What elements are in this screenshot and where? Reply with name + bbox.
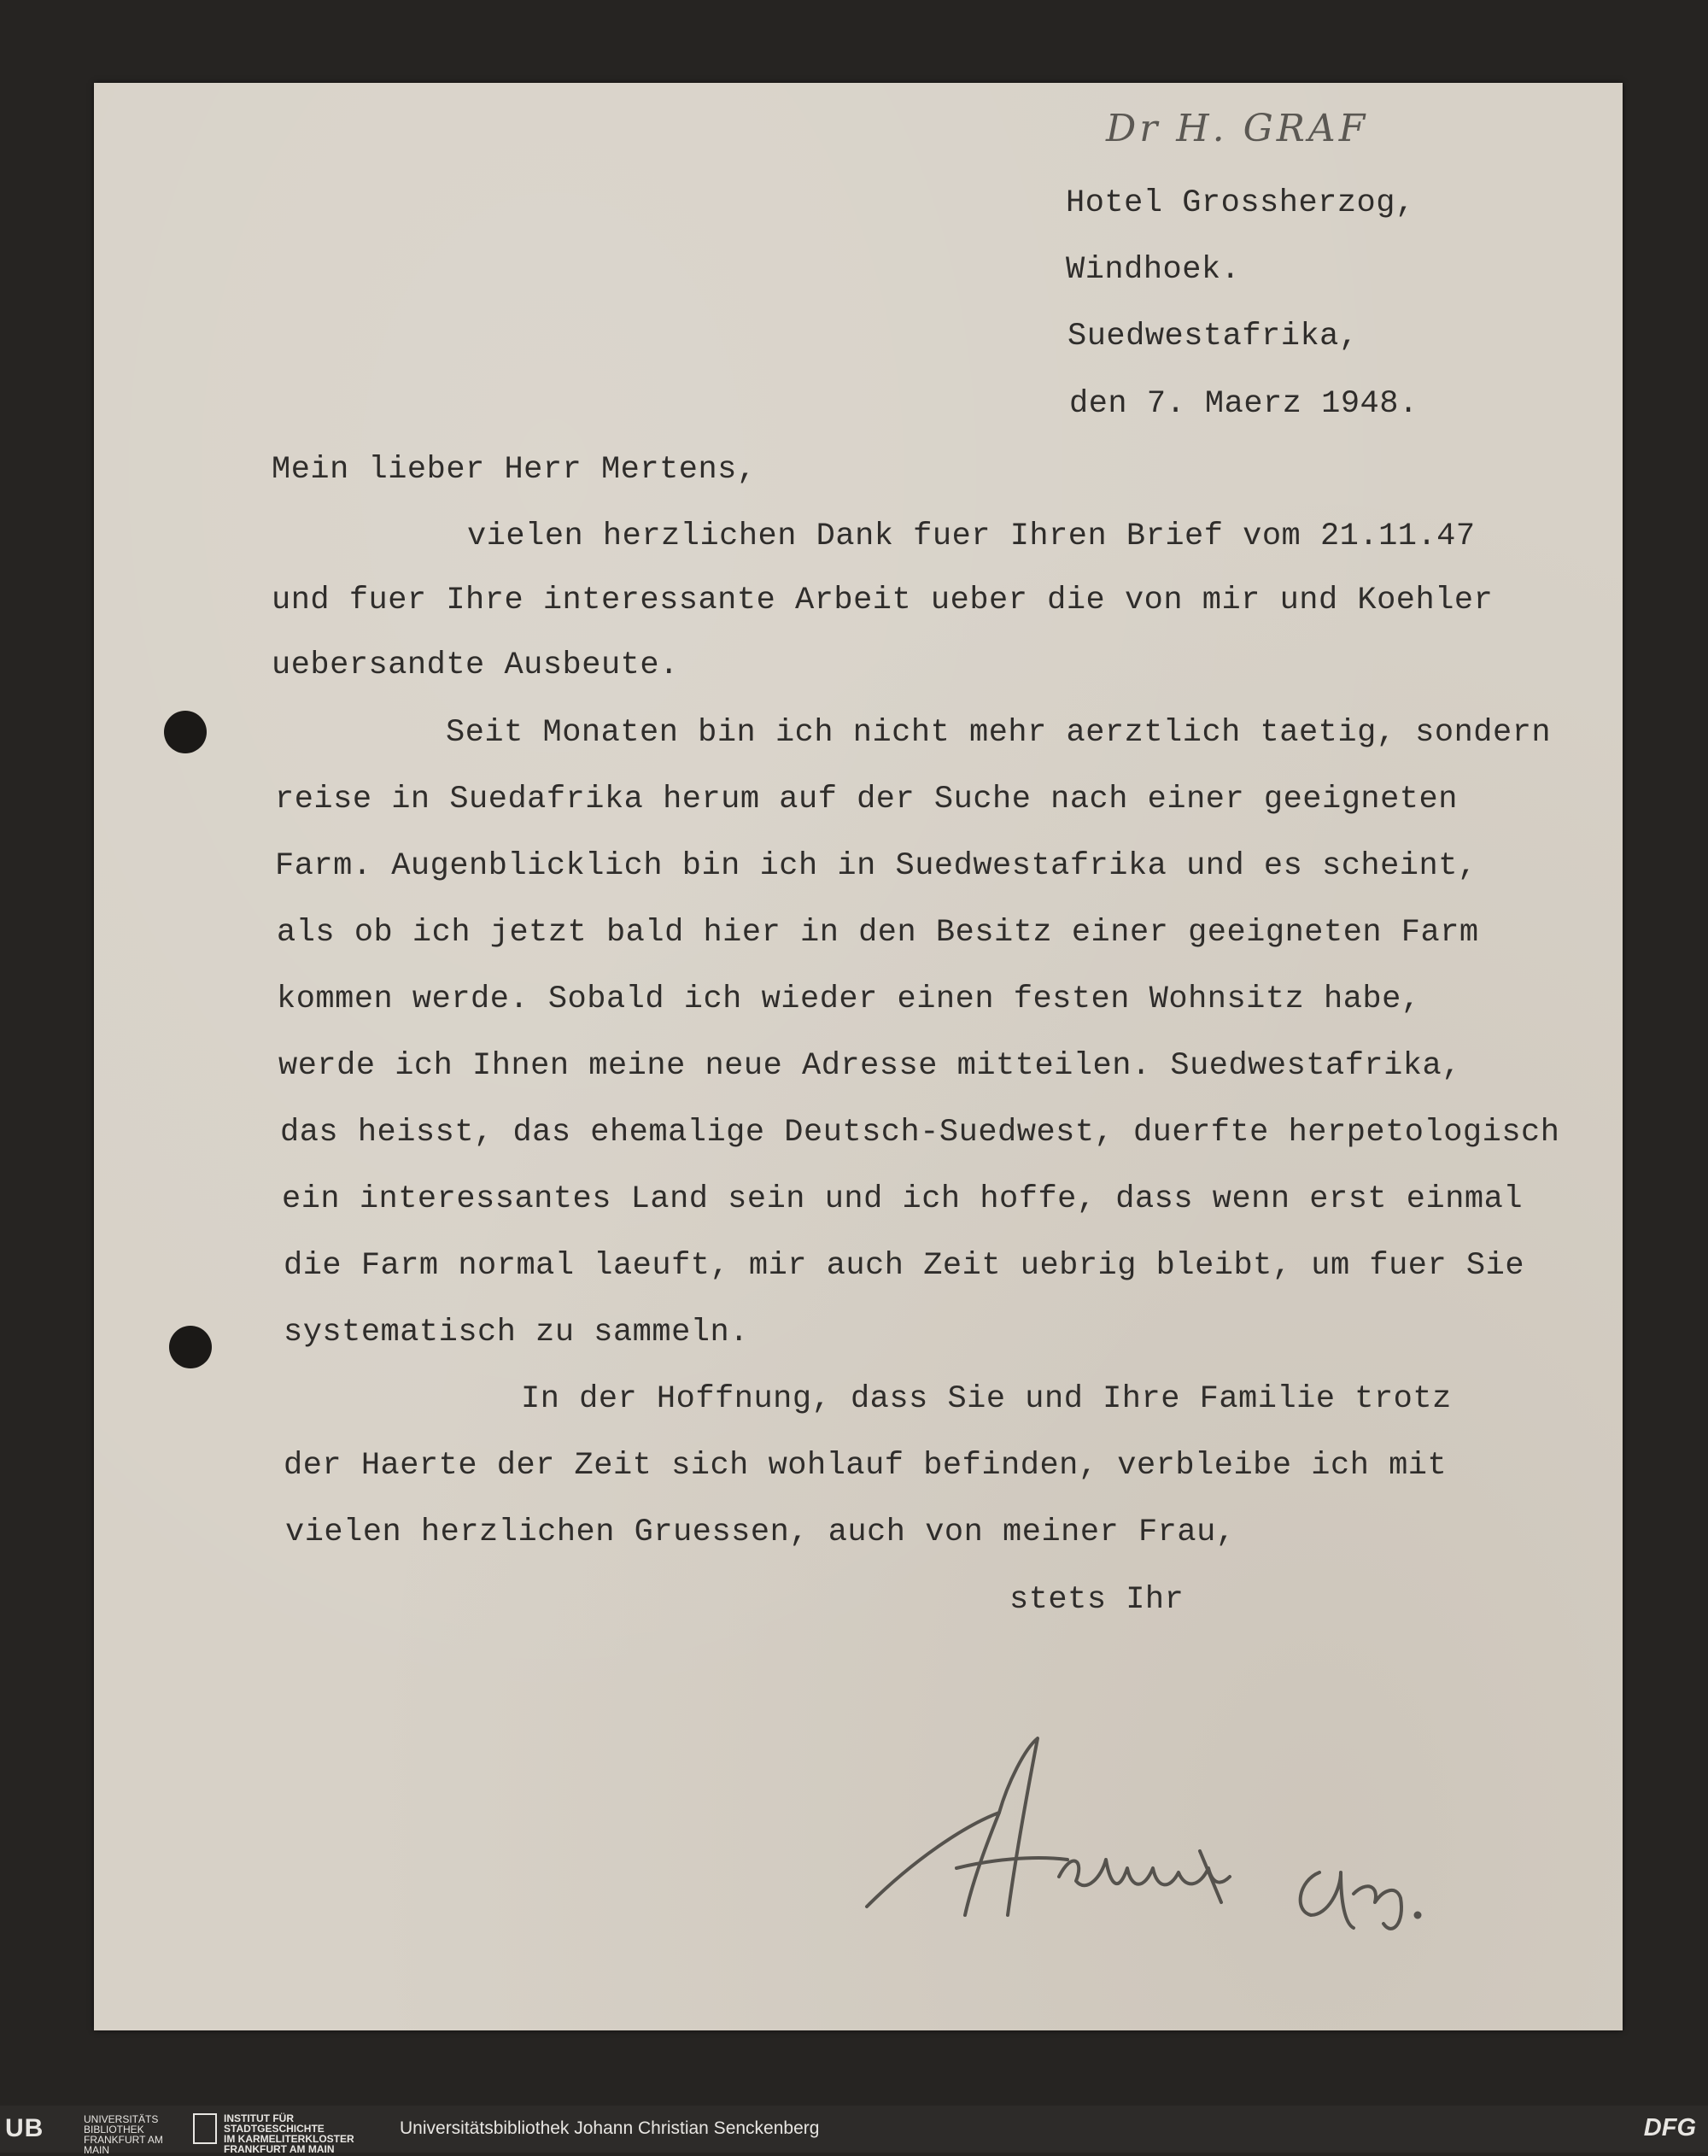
address-line: Windhoek.: [1066, 252, 1241, 288]
body-line: die Farm normal laeuft, mir auch Zeit uebrig bleibt, um fuer Sie: [284, 1248, 1525, 1284]
address-line: Suedwestafrika,: [1068, 319, 1359, 354]
body-line: das heisst, das ehemalige Deutsch-Suedwest, duerfte herpetologisch: [280, 1115, 1560, 1151]
body-line: Farm. Augenblicklich bin ich in Suedwestafrika und es scheint,: [275, 848, 1477, 884]
body-line: In der Hoffnung, dass Sie und Ihre Familie trotz: [521, 1381, 1452, 1417]
institute-logo-text: INSTITUT FÜR STADTGESCHICHTE IM KARMELITERKLOSTER FRANKFURT AM MAIN: [224, 2112, 354, 2155]
body-line: vielen herzlichen Gruessen, auch von meiner Frau,: [285, 1514, 1236, 1550]
body-line: werde ich Ihnen meine neue Adresse mitteilen. Suedwestafrika,: [278, 1048, 1461, 1084]
dfg-logo: DFG: [1643, 2114, 1696, 2141]
date-line: den 7. Maerz 1948.: [1069, 386, 1418, 422]
body-line: als ob ich jetzt bald hier in den Besitz einer geeigneten Farm: [277, 915, 1479, 951]
body-line: uebersandte Ausbeute.: [272, 647, 679, 683]
body-line: vielen herzlichen Dank fuer Ihren Brief vom 21.11.47: [467, 518, 1476, 554]
ub-logo: UB: [5, 2114, 44, 2142]
punch-hole: [169, 1326, 212, 1368]
library-name: Universitätsbibliothek Johann Christian Senckenberg: [400, 2118, 820, 2138]
body-line: der Haerte der Zeit sich wohlauf befinden, verbleibe ich mit: [284, 1448, 1448, 1484]
salutation: Mein lieber Herr Mertens,: [272, 452, 757, 488]
body-line: ein interessantes Land sein und ich hoffe, dass wenn erst einmal: [282, 1181, 1524, 1217]
address-line: Hotel Grossherzog,: [1066, 185, 1415, 221]
body-line: kommen werde. Sobald ich wieder einen festen Wohnsitz habe,: [277, 981, 1421, 1017]
ub-logo-subtitle: UNIVERSITÄTS BIBLIOTHEK FRANKFURT AM MAIN: [84, 2113, 163, 2156]
handwritten-header: Dr H. GRAF: [1106, 107, 1369, 150]
handwritten-signature: [863, 1731, 1529, 1936]
closing: stets Ihr: [1009, 1582, 1184, 1618]
archive-footer-bar: [0, 2106, 1708, 2156]
body-line: Seit Monaten bin ich nicht mehr aerztlich taetig, sondern: [446, 715, 1552, 751]
institute-logo-icon: [193, 2113, 217, 2144]
body-line: reise in Suedafrika herum auf der Suche nach einer geeigneten: [275, 782, 1458, 817]
letter-page: [94, 83, 1623, 2030]
punch-hole: [164, 711, 207, 753]
body-line: und fuer Ihre interessante Arbeit ueber die von mir und Koehler: [272, 583, 1494, 618]
body-line: systematisch zu sammeln.: [284, 1315, 749, 1350]
